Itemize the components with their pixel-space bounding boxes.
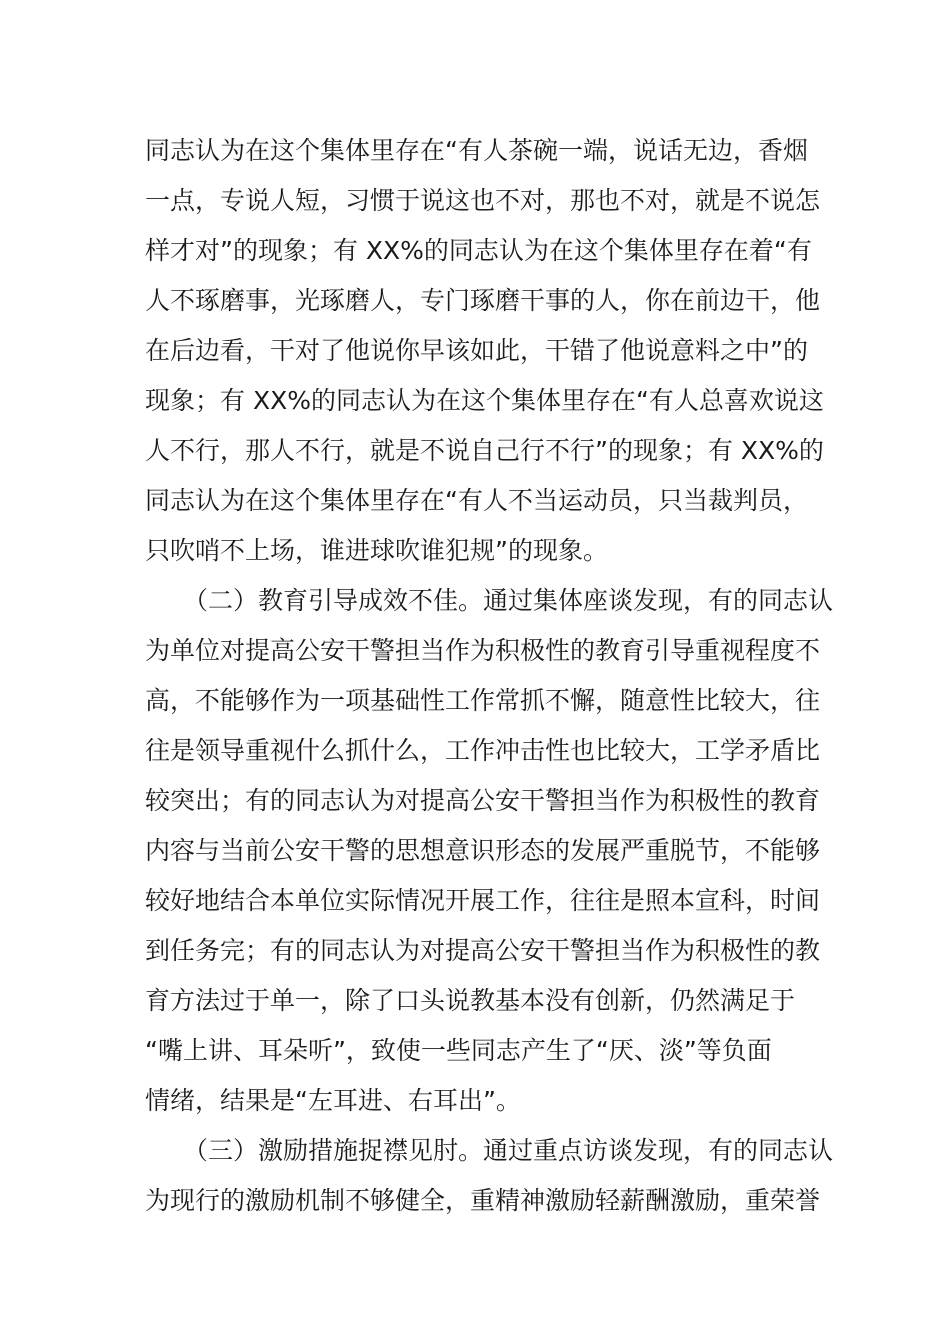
section-heading-line: （二）教育引导成效不佳。通过集体座谈发现，有的同志认 bbox=[183, 586, 834, 615]
text-line: 一点，专说人短，习惯于说这也不对，那也不对，就是不说怎 bbox=[145, 186, 821, 215]
text-line: 现象；有 XX%的同志认为在这个集体里存在“有人总喜欢说这 bbox=[145, 386, 824, 415]
text-line: 人不琢磨事，光琢磨人，专门琢磨干事的人，你在前边干，他 bbox=[145, 286, 821, 315]
text-line: “嘴上讲、耳朵听”，致使一些同志产生了“厌、淡”等负面 bbox=[145, 1036, 772, 1065]
text-line: 为单位对提高公安干警担当作为积极性的教育引导重视程度不 bbox=[145, 636, 821, 665]
section-heading-line: （三）激励措施捉襟见肘。通过重点访谈发现，有的同志认 bbox=[183, 1136, 834, 1165]
text-line: 情绪，结果是“左耳进、右耳出”。 bbox=[145, 1086, 521, 1115]
text-line: 内容与当前公安干警的思想意识形态的发展严重脱节，不能够 bbox=[145, 836, 821, 865]
text-line: 同志认为在这个集体里存在“有人不当运动员，只当裁判员， bbox=[145, 486, 808, 515]
text-line: 人不行，那人不行，就是不说自己行不行”的现象；有 XX%的 bbox=[145, 436, 824, 465]
text-line: 为现行的激励机制不够健全，重精神激励轻薪酬激励，重荣誉 bbox=[145, 1186, 821, 1215]
text-line: 只吹哨不上场，谁进球吹谁犯规”的现象。 bbox=[145, 536, 608, 565]
text-line: 往是领导重视什么抓什么，工作冲击性也比较大，工学矛盾比 bbox=[145, 736, 821, 765]
text-line: 高，不能够作为一项基础性工作常抓不懈，随意性比较大，往 bbox=[145, 686, 821, 715]
text-line: 育方法过于单一，除了口头说教基本没有创新，仍然满足于 bbox=[145, 986, 796, 1015]
text-line: 到任务完；有的同志认为对提高公安干警担当作为积极性的教 bbox=[145, 936, 821, 965]
text-line: 样才对”的现象；有 XX%的同志认为在这个集体里存在着“有 bbox=[145, 236, 812, 265]
text-line: 同志认为在这个集体里存在“有人茶碗一端，说话无边，香烟 bbox=[145, 136, 808, 165]
text-line: 在后边看，干对了他说你早该如此，干错了他说意料之中”的 bbox=[145, 336, 808, 365]
body-text bbox=[145, 126, 834, 1226]
text-line: 较好地结合本单位实际情况开展工作，往往是照本宣科，时间 bbox=[145, 886, 821, 915]
text-line: 较突出；有的同志认为对提高公安干警担当作为积极性的教育 bbox=[145, 786, 821, 815]
